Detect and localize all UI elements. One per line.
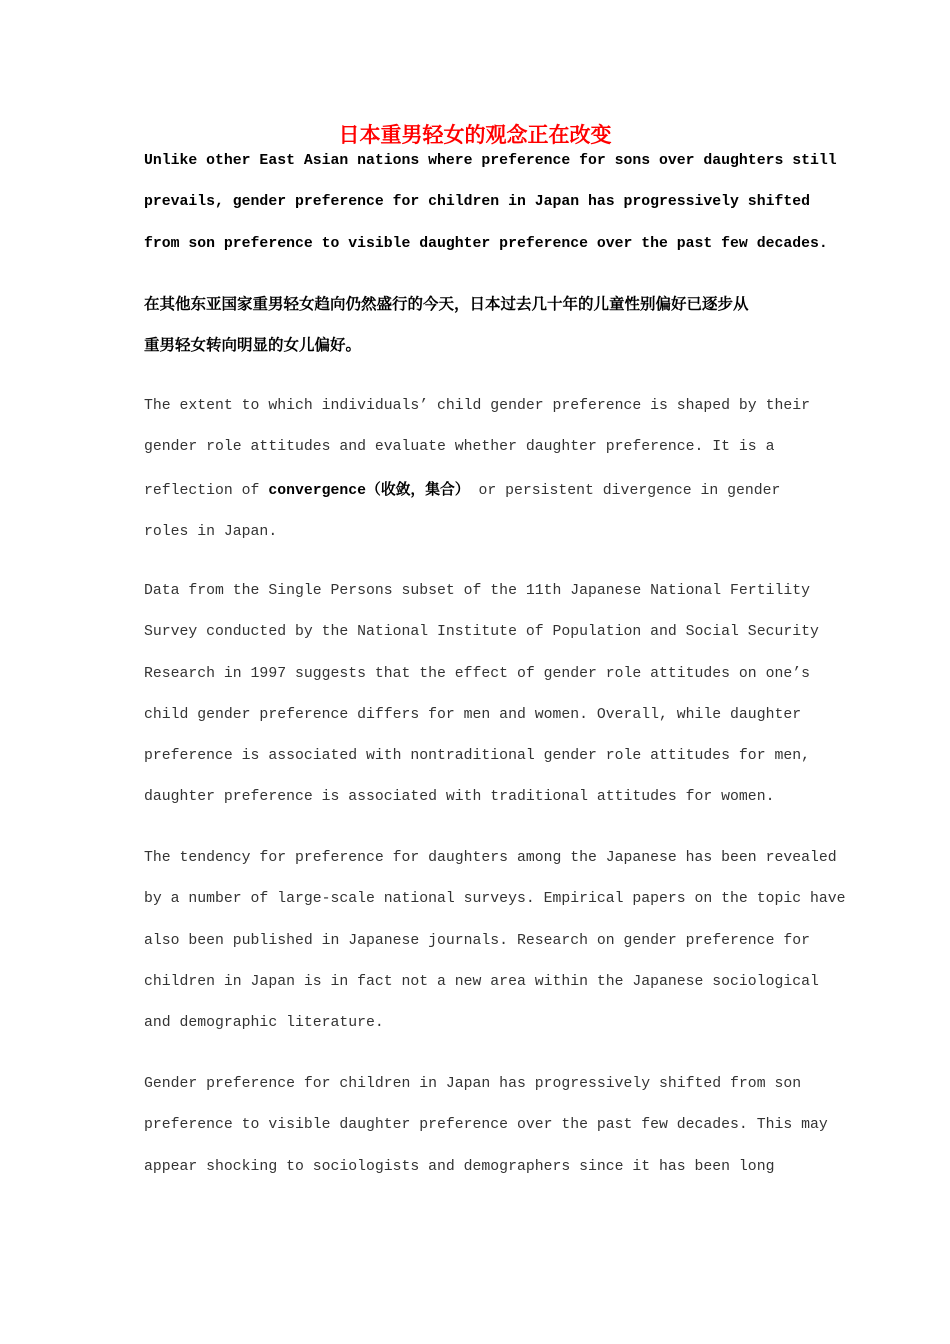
intro-chinese bbox=[144, 284, 809, 367]
paragraph-line: gender role attitudes and evaluate whether daughter preference. It is a bbox=[144, 439, 775, 456]
key-term: convergence bbox=[268, 482, 367, 499]
intro-en-line: Unlike other East Asian nations where preference for sons over daughters still bbox=[144, 153, 837, 169]
paragraph-line: Data from the Single Persons subset of the 11th Japanese National Fertility bbox=[144, 583, 810, 599]
paragraph-line bbox=[144, 469, 809, 512]
paragraph-line: children in Japan is in fact not a new area within the Japanese sociological bbox=[144, 973, 819, 990]
paragraph-2 bbox=[144, 571, 819, 819]
paragraph-line: also been published in Japanese journals. Research on gender preference for bbox=[144, 932, 810, 949]
paragraph-line: and demographic literature. bbox=[144, 1015, 384, 1032]
intro-english bbox=[144, 141, 837, 265]
key-term-gloss: （收敛，集合） bbox=[366, 480, 470, 498]
paragraph-line: Research in 1997 suggests that the effect of gender role attitudes on one’s bbox=[144, 665, 810, 682]
paragraph-line: child gender preference differs for men and women. Overall, while daughter bbox=[144, 706, 802, 723]
document-title: 日本重男轻女的观念正在改变 bbox=[338, 122, 612, 147]
paragraph-line: Gender preference for children in Japan has progressively shifted from son bbox=[144, 1076, 802, 1092]
paragraph-line: preference to visible daughter preference over the past few decades. This may bbox=[144, 1117, 828, 1134]
text-run: reflection of bbox=[144, 482, 269, 499]
paragraph-line: roles in Japan. bbox=[144, 523, 278, 540]
paragraph-1 bbox=[144, 386, 809, 553]
intro-en-line: prevails, gender preference for children in Japan has progressively shifted bbox=[144, 194, 810, 211]
intro-zh-line: 在其他东亚国家重男轻女趋向仍然盛行的今天，日本过去几十年的儿童性别偏好已逐步从 bbox=[144, 295, 749, 313]
text-run: or persistent divergence in gender bbox=[469, 482, 781, 499]
paragraph-line: preference is associated with nontraditional gender role attitudes for men, bbox=[144, 748, 810, 765]
paragraph-line: Survey conducted by the National Institute of Population and Social Security bbox=[144, 624, 819, 641]
intro-en-line: from son preference to visible daughter preference over the past few decades. bbox=[144, 235, 828, 252]
paragraph-line: daughter preference is associated with traditional attitudes for women. bbox=[144, 789, 775, 806]
paragraph-line: appear shocking to sociologists and demographers since it has been long bbox=[144, 1158, 775, 1175]
paragraph-3 bbox=[144, 838, 846, 1044]
paragraph-line: by a number of large-scale national surveys. Empirical papers on the topic have bbox=[144, 891, 846, 908]
paragraph-line: The extent to which individuals’ child gender preference is shaped by their bbox=[144, 398, 810, 414]
intro-zh-line: 重男轻女转向明显的女儿偏好。 bbox=[144, 336, 362, 355]
paragraph-line: The tendency for preference for daughters among the Japanese has been revealed bbox=[144, 850, 837, 866]
paragraph-4 bbox=[144, 1064, 828, 1188]
